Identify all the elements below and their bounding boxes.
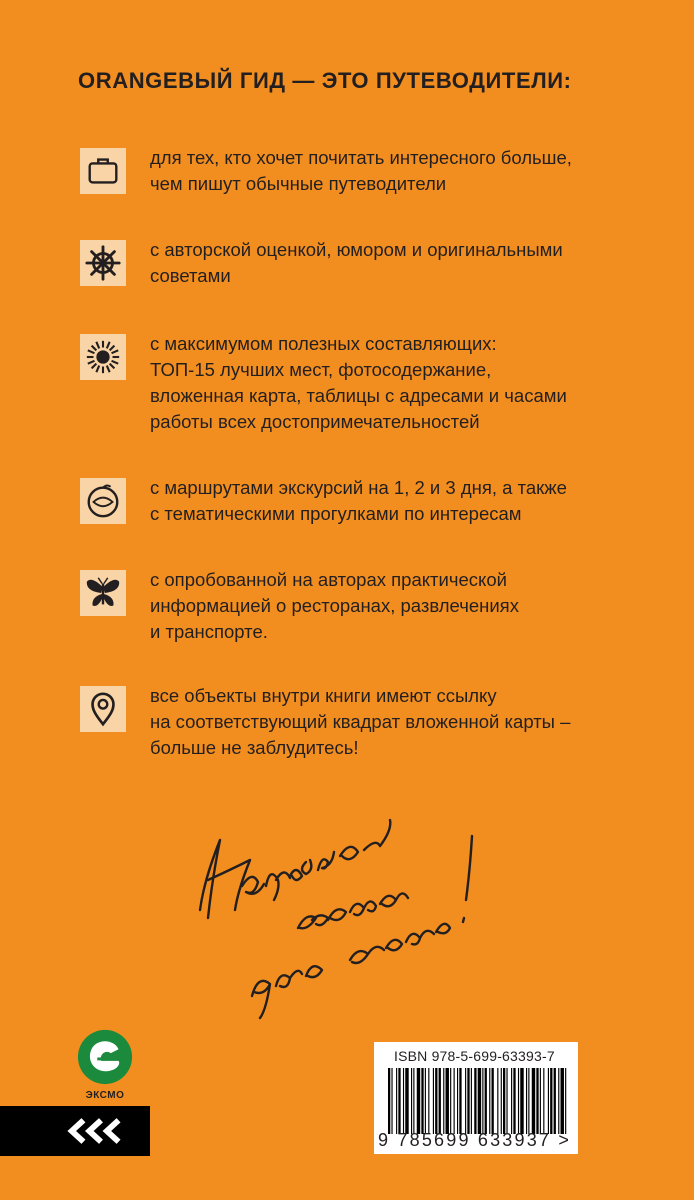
publisher-logo	[72, 1028, 138, 1108]
suitcase-icon	[80, 148, 126, 194]
feature-text-2: с авторской оценкой, юмором и оригинальными советами	[150, 239, 563, 286]
fruit-icon	[80, 478, 126, 524]
chevrons-left-icon	[62, 1116, 140, 1146]
publisher-name: ЭКСМО	[85, 1090, 125, 1101]
butterfly-icon	[80, 570, 126, 616]
feature-text-3: с максимумом полезных составляющих: ТОП-15 лучших мест, фотосодержание, вложенная карта, таблицы с адресами и часами работы всех достопримечательностей	[150, 333, 567, 432]
barcode-bars	[388, 1068, 568, 1134]
map-pin-icon	[80, 686, 126, 732]
page-heading: ORANGEВЫЙ ГИД — ЭТО ПУТЕВОДИТЕЛИ:	[78, 68, 572, 93]
isbn-label: ISBN 978-5-699-63393-7	[394, 1048, 555, 1064]
eksmo-logo-icon	[76, 1028, 134, 1086]
feature-text-6: все объекты внутри книги имеют ссылку на соответствующий квадрат вложенной карты – больше не заблудитесь!	[150, 685, 571, 758]
feature-text-1: для тех, кто хочет почитать интересного больше, чем пишут обычные путеводители	[150, 147, 572, 194]
barcode-digits: 9 785699 633937 >	[378, 1130, 572, 1150]
handwritten-signature	[180, 800, 490, 1020]
series-chevron-bar	[0, 1106, 150, 1156]
feature-text-5: с опробованной на авторах практической информацией о ресторанах, развлечениях и транспорте.	[150, 569, 519, 642]
sun-icon	[80, 334, 126, 380]
barcode	[374, 1042, 578, 1154]
ship-wheel-icon	[80, 240, 126, 286]
feature-text-4: с маршрутами экскурсий на 1, 2 и 3 дня, а также с тематическими прогулками по интересам	[150, 477, 567, 524]
